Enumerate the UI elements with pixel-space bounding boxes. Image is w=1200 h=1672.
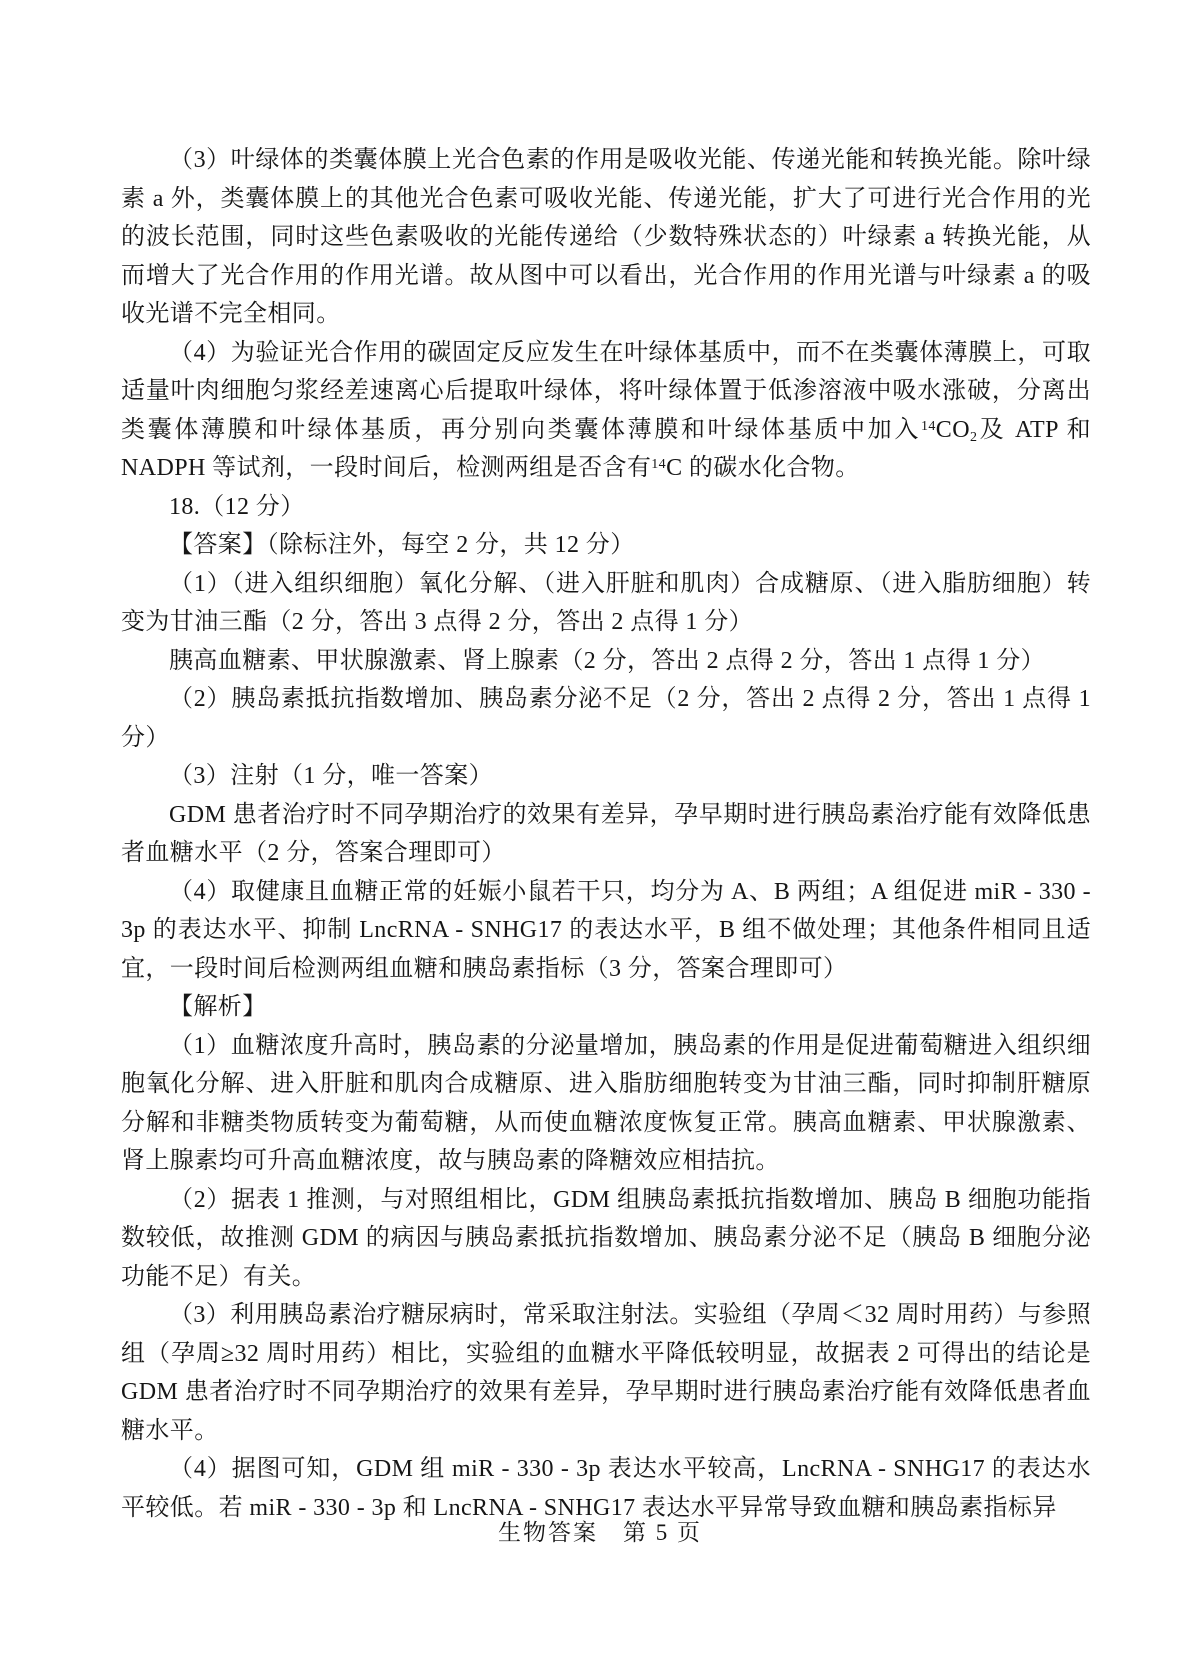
text-run: （4）取健康且血糖正常的妊娠小鼠若干只，均分为 A、B 两组；A 组促进 miR - 330 - 3p 的表达水平、抑制 LncRNA - SNHG17 的表达水平，B 组不做处理；其他条件相同且适宜，一段时间后检测两组血糖和胰岛素指标（3 分，答案合理即可）	[121, 878, 1091, 982]
text-run: （4）据图可知，GDM 组 miR - 330 - 3p 表达水平较高，LncRNA - SNHG17 的表达水平较低。若 miR - 330 - 3p 和 LncRNA - SNHG17 表达水平异常导致血糖和胰岛素指标异	[121, 1456, 1091, 1521]
paragraph	[121, 526, 1091, 565]
text-run: 18.（12 分）	[169, 493, 305, 520]
document-body	[121, 141, 1091, 1527]
text-run: 胰高血糖素、甲状腺激素、肾上腺素（2 分，答出 2 点得 2 分，答出 1 点得 1 分）	[169, 647, 1045, 674]
text-run: GDM 患者治疗时不同孕期治疗的效果有差异，孕早期时进行胰岛素治疗能有效降低患者血糖水平（2 分，答案合理即可）	[121, 801, 1091, 866]
paragraph	[121, 988, 1091, 1027]
paragraph	[121, 488, 1091, 527]
text-run: （1）（进入组织细胞）氧化分解、（进入肝脏和肌肉）合成糖原、（进入脂肪细胞）转变为甘油三酯（2 分，答出 3 点得 2 分，答出 2 点得 1 分）	[121, 570, 1091, 635]
paragraph	[121, 680, 1091, 757]
text-run: （4）为验证光合作用的碳固定反应发生在叶绿体基质中，而不在类囊体薄膜上，可取适量叶肉细胞匀浆经差速离心后提取叶绿体，将叶绿体置于低渗溶液中吸水涨破，分离出类囊体薄膜和叶绿体基质，再分别向类囊体薄膜和叶绿体基质中加入	[121, 339, 1091, 443]
text-run-sup: 14	[651, 457, 667, 472]
paragraph	[121, 565, 1091, 642]
paragraph	[121, 796, 1091, 873]
text-run: （3）叶绿体的类囊体膜上光合色素的作用是吸收光能、传递光能和转换光能。除叶绿素 a 外，类囊体膜上的其他光合色素可吸收光能、传递光能，扩大了可进行光合作用的光的波长范围，同时这些色素吸收的光能传递给（少数特殊状态的）叶绿素 a 转换光能，从而增大了光合作用的作用光谱。故从图中可以看出，光合作用的作用光谱与叶绿素 a 的吸收光谱不完全相同。	[121, 147, 1091, 327]
text-run-sup: 14	[920, 418, 936, 434]
text-run-sub: 2	[969, 429, 978, 445]
text-run: 【解析】	[169, 994, 267, 1020]
text-run: （2）据表 1 推测，与对照组相比，GDM 组胰岛素抵抗指数增加、胰岛 B 细胞功能指数较低，故推测 GDM 的病因与胰岛素抵抗指数增加、胰岛素分泌不足（胰岛 B 细胞分泌功能不足）有关。	[121, 1186, 1091, 1290]
paragraph	[121, 642, 1091, 681]
paragraph	[121, 757, 1091, 796]
text-run: 【答案】（除标注外，每空 2 分，共 12 分）	[169, 532, 635, 558]
paragraph	[121, 334, 1091, 488]
paragraph	[121, 873, 1091, 989]
text-run: CO	[935, 416, 970, 443]
paragraph	[121, 141, 1091, 334]
paragraph	[121, 1181, 1091, 1297]
text-run: （1）血糖浓度升高时，胰岛素的分泌量增加，胰岛素的作用是促进葡萄糖进入组织细胞氧化分解、进入肝脏和肌肉合成糖原、进入脂肪细胞转变为甘油三酯，同时抑制肝糖原分解和非糖类物质转变为葡萄糖，从而使血糖浓度恢复正常。胰高血糖素、甲状腺激素、肾上腺素均可升高血糖浓度，故与胰岛素的降糖效应相拮抗。	[121, 1032, 1091, 1174]
text-run: （2）胰岛素抵抗指数增加、胰岛素分泌不足（2 分，答出 2 点得 2 分，答出 1 点得 1 分）	[121, 686, 1091, 751]
paragraph	[121, 1296, 1091, 1450]
text-run: 及 ATP 和 NADPH 等试剂，一段时间后，检测两组是否含有	[121, 416, 1091, 481]
text-run: （3）利用胰岛素治疗糖尿病时，常采取注射法。实验组（孕周＜32 周时用药）与参照组（孕周≥32 周时用药）相比，实验组的血糖水平降低较明显，故据表 2 可得出的结论是 GDM 患者治疗时不同孕期治疗的效果有差异，孕早期时进行胰岛素治疗能有效降低患者血糖水平。	[121, 1302, 1091, 1444]
page-footer: 生物答案 第 5 页	[498, 1520, 702, 1545]
text-run: （3）注射（1 分，唯一答案）	[169, 763, 493, 789]
paragraph	[121, 1027, 1091, 1181]
text-run: C 的碳水化合物。	[666, 455, 860, 481]
